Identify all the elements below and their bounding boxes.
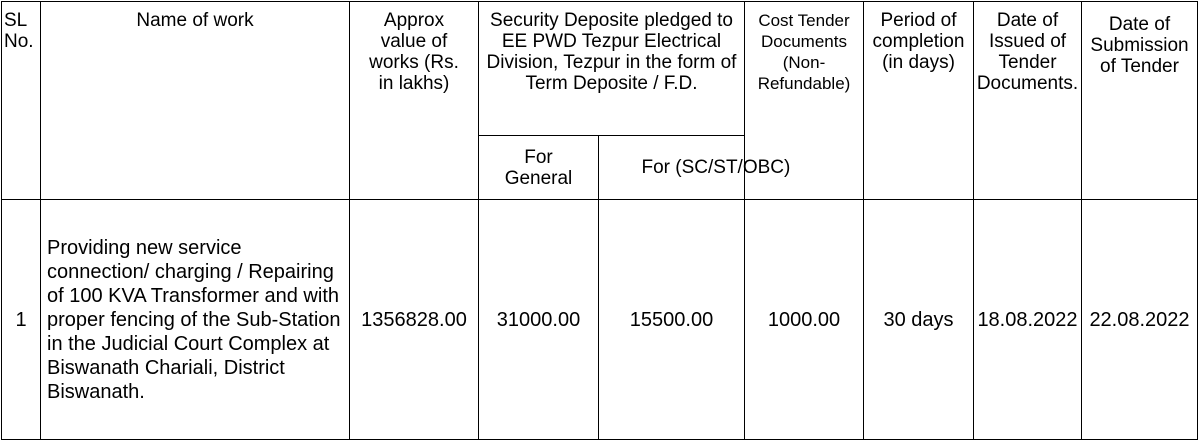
header-for-sc-st-obc	[599, 136, 791, 200]
cell-sl: 1	[2, 200, 41, 440]
cell-for-general: 31000.00	[479, 200, 599, 440]
header-date-issued-text: Date of Issued of Tender Documents.	[976, 10, 1079, 94]
header-approx-value-text: Approx value of works (Rs. in lakhs)	[369, 10, 459, 94]
header-cost-tender-text: Cost Tender Documents (Non-Refundable)	[757, 11, 851, 93]
header-for-general-text: For General	[504, 146, 573, 189]
header-date-issued	[974, 2, 1082, 200]
cell-date-issued: 18.08.2022	[974, 200, 1082, 440]
header-name-of-work-text: Name of work	[136, 10, 254, 31]
header-name-of-work	[41, 2, 350, 200]
header-for-general	[479, 136, 599, 200]
header-date-submission-text: Date of Submission of Tender	[1090, 14, 1189, 77]
tender-table	[1, 1, 1198, 440]
header-sl-text: SL No.	[4, 10, 34, 52]
cell-name-of-work: Providing new service connection/ charging / Repairing of 100 KVA Transformer and with proper fencing of the Sub-Station in the Judicial Court Complex at Biswanath Chariali, District Biswanath.	[41, 200, 350, 440]
header-security-deposit	[479, 2, 745, 136]
header-date-submission	[1082, 2, 1198, 200]
cell-date-submission: 22.08.2022	[1082, 200, 1198, 440]
header-sl	[2, 2, 41, 200]
header-for-sc-st-obc-text: For (SC/ST/OBC)	[641, 157, 791, 178]
header-row	[2, 2, 1198, 136]
header-period	[864, 2, 974, 200]
header-approx-value	[350, 2, 479, 200]
header-security-deposit-text: Security Deposite pledged to EE PWD Tezpur Electrical Division, Tezpur in the form of Term Deposite / F.D.	[486, 10, 737, 94]
header-period-text: Period of completion (in days)	[872, 10, 965, 73]
cell-approx-value: 1356828.00	[350, 200, 479, 440]
cell-period: 30 days	[864, 200, 974, 440]
table-row	[2, 200, 1198, 440]
cell-cost-tender: 1000.00	[745, 200, 864, 440]
cell-for-sc-st-obc: 15500.00	[599, 200, 745, 440]
